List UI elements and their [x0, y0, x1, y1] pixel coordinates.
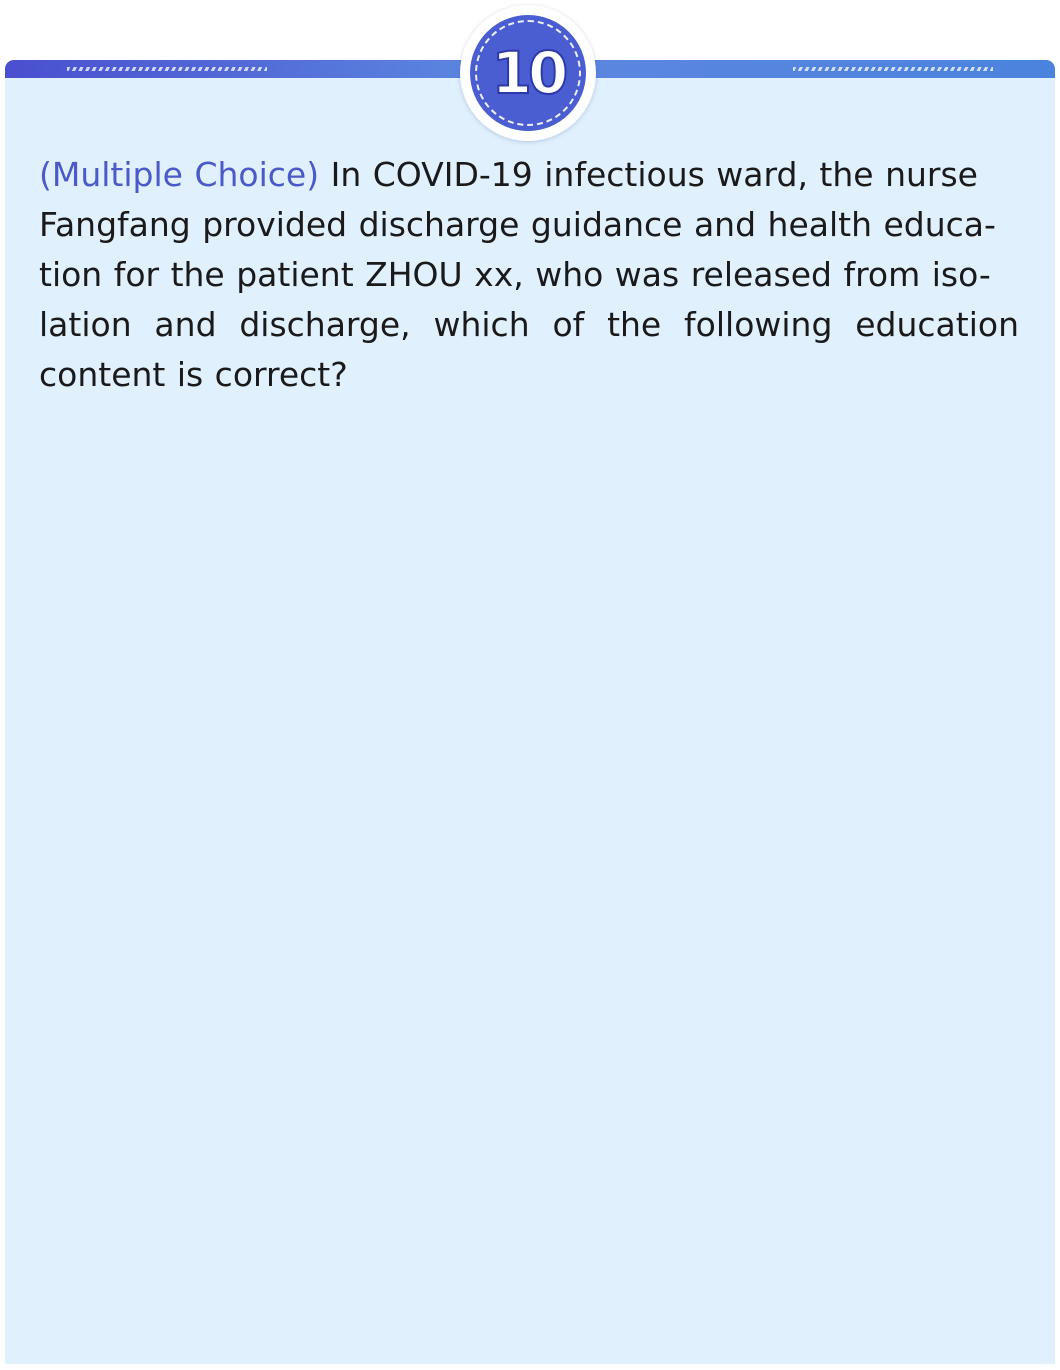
question-number-badge	[460, 5, 596, 141]
question-number: 10	[491, 39, 565, 107]
question-text	[39, 150, 1019, 400]
question-line-4: lation and discharge, which of the following education	[39, 305, 1019, 344]
question-line-3: tion for the patient ZHOU xx, who was released from iso-	[39, 255, 991, 294]
question-line-1: In COVID-19 infectious ward, the nurse	[319, 155, 978, 194]
question-type-label: (Multiple Choice)	[39, 155, 320, 194]
question-line-5: content is correct?	[39, 355, 348, 394]
question-line-2: Fangfang provided discharge guidance and health educa-	[39, 205, 996, 244]
badge-circle	[470, 15, 586, 131]
decorative-stripes-left	[67, 67, 267, 71]
decorative-stripes-right	[793, 67, 993, 71]
